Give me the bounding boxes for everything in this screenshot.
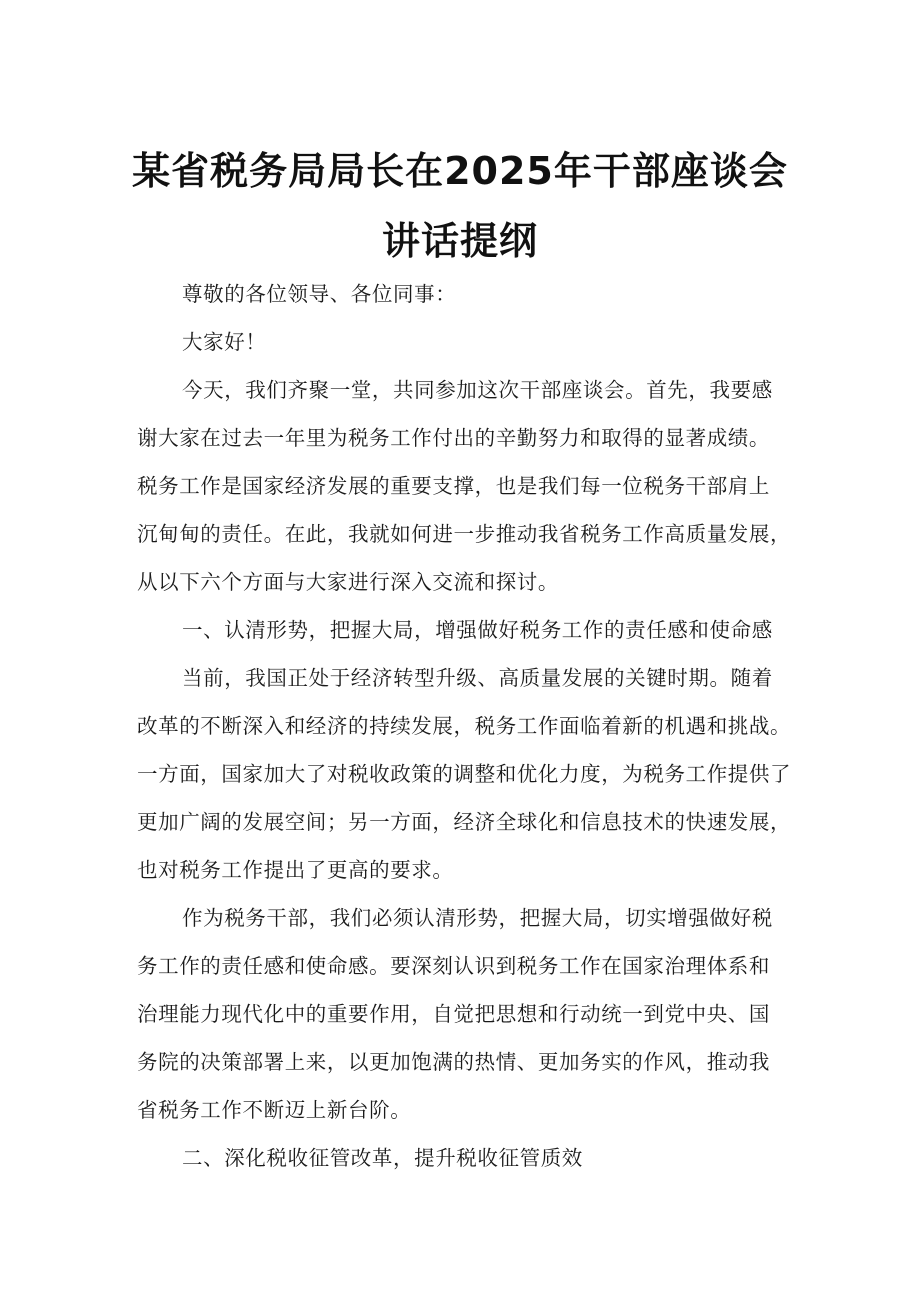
document-title-line-1: 某省税务局局长在2025年干部座谈会 (132, 149, 788, 193)
paragraph-line: 今天，我们齐聚一堂，共同参加这次干部座谈会。首先，我要感 (182, 378, 773, 402)
greeting: 大家好！ (182, 330, 267, 354)
paragraph-line: 也对税务工作提出了更高的要求。 (137, 858, 454, 882)
salutation: 尊敬的各位领导、各位同事： (182, 282, 457, 306)
paragraph-line: 省税务工作不断迈上新台阶。 (137, 1098, 412, 1122)
paragraph-line: 一方面，国家加大了对税收政策的调整和优化力度，为税务工作提供了 (137, 762, 792, 786)
section-heading-1: 一、认清形势，把握大局，增强做好税务工作的责任感和使命感 (182, 618, 773, 642)
paragraph-line: 沉甸甸的责任。在此，我就如何进一步推动我省税务工作高质量发展， (137, 522, 792, 546)
section-heading-2: 二、深化税收征管改革，提升税收征管质效 (182, 1146, 583, 1170)
paragraph-line: 当前，我国正处于经济转型升级、高质量发展的关键时期。随着 (182, 666, 773, 690)
document-title-line-2: 讲话提纲 (381, 219, 538, 263)
paragraph-line: 作为税务干部，我们必须认清形势，把握大局，切实增强做好税 (182, 906, 773, 930)
paragraph-line: 从以下六个方面与大家进行深入交流和探讨。 (137, 570, 559, 594)
paragraph-line: 税务工作是国家经济发展的重要支撑，也是我们每一位税务干部肩上 (137, 474, 770, 498)
paragraph-line: 改革的不断深入和经济的持续发展，税务工作面临着新的机遇和挑战。 (137, 714, 792, 738)
paragraph-line: 更加广阔的发展空间；另一方面，经济全球化和信息技术的快速发展， (137, 810, 792, 834)
document-body (137, 270, 797, 1182)
paragraph-line: 务院的决策部署上来，以更加饱满的热情、更加务实的作风，推动我 (137, 1050, 770, 1074)
paragraph-line: 务工作的责任感和使命感。要深刻认识到税务工作在国家治理体系和 (137, 954, 770, 978)
paragraph-line: 谢大家在过去一年里为税务工作付出的辛勤努力和取得的显著成绩。 (137, 426, 770, 450)
paragraph-line: 治理能力现代化中的重要作用，自觉把思想和行动统一到党中央、国 (137, 1002, 770, 1026)
